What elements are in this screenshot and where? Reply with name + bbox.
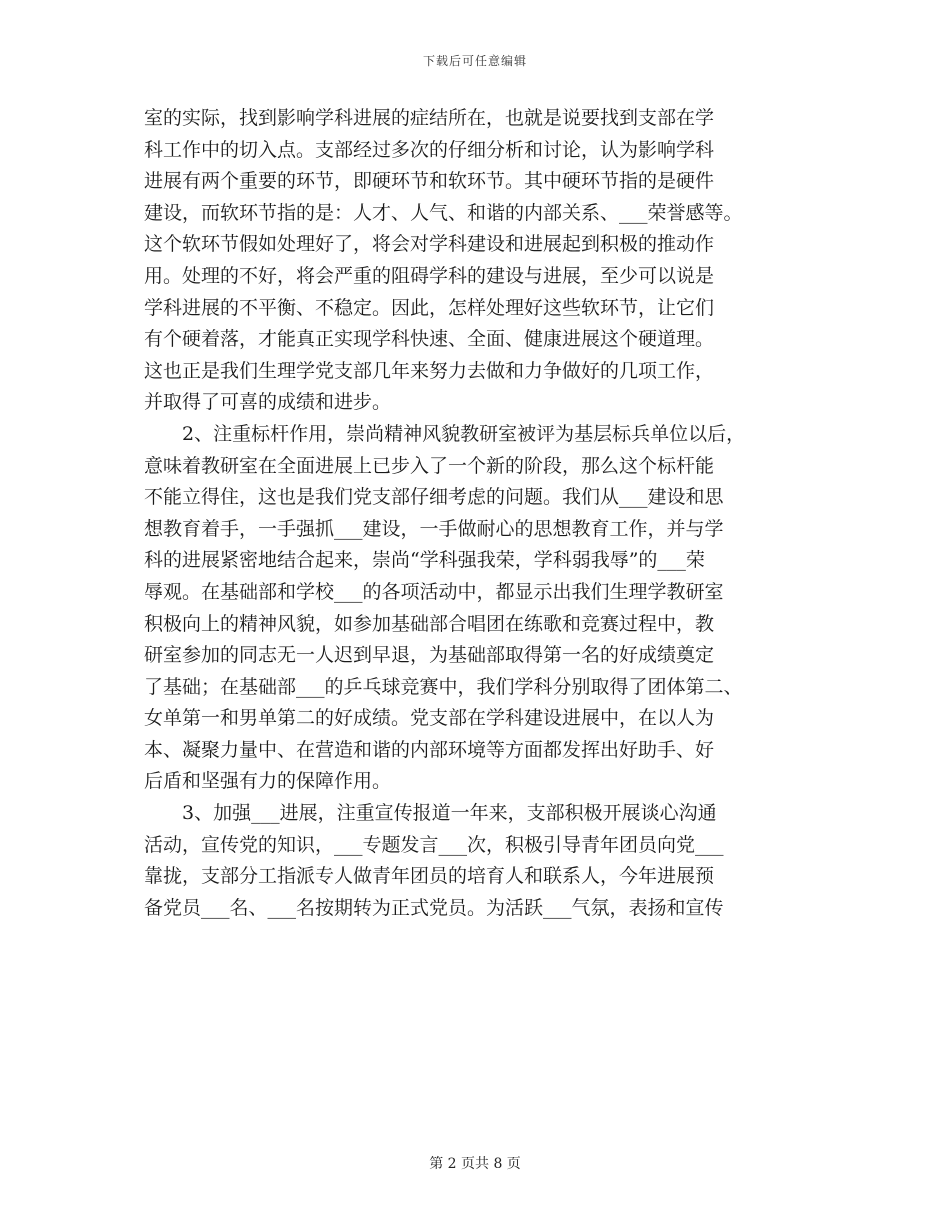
paragraph-first-line: 3、加强___进展，注重宣传报道一年来，支部积极开展谈心沟通	[182, 802, 717, 825]
text-line: 建设，而软环节指的是：人才、人气、和谐的内部关系、___荣誉感等。	[144, 201, 743, 224]
text-line: 室的实际，找到影响学科进展的症结所在，也就是说要找到支部在学	[144, 107, 715, 129]
text-line: 科的进展紧密地结合起来，崇尚“学科强我荣，学科弱我辱”的___荣	[144, 549, 705, 572]
text-line: 了基础；在基础部___的乒乓球竞赛中，我们学科分别取得了团体第二、	[144, 675, 743, 698]
text-line: 后盾和坚强有力的保障作用。	[144, 770, 392, 793]
text-line: 活动，宣传党的知识，___专题发言___次，积极引导青年团员向党___	[144, 833, 724, 856]
page-header: 下载后可任意编辑	[422, 54, 527, 68]
text-line: 辱观。在基础部和学校___的各项活动中，都显示出我们生理学教研室	[144, 580, 724, 603]
text-line: 这个软环节假如处理好了，将会对学科建设和进展起到积极的推动作	[144, 233, 715, 256]
text-line: 科工作中的切入点。支部经过多次的仔细分析和讨论，认为影响学科	[144, 138, 715, 161]
text-line: 积极向上的精神风貌，如参加基础部合唱团在练歌和竞赛过程中，教	[144, 612, 715, 635]
text-line: 研室参加的同志无一人迟到早退，为基础部取得第一名的好成绩奠定	[144, 644, 715, 667]
document-body	[144, 103, 824, 924]
text-line: 不能立得住，这也是我们党支部仔细考虑的问题。我们从___建设和思	[144, 486, 724, 509]
text-line: 有个硬着落，才能真正实现学科快速、全面、健康进展这个硬道理。	[144, 328, 715, 351]
paragraph-first-line: 2、注重标杆作用，崇尚精神风貌教研室被评为基层标兵单位以后，	[182, 422, 746, 445]
text-line: 学科进展的不平衡、不稳定。因此，怎样处理好这些软环节，让它们	[144, 296, 715, 319]
page-number-footer: 第 2 页共 8 页	[429, 1156, 521, 1172]
text-line: 这也正是我们生理学党支部几年来努力去做和力争做好的几项工作，	[144, 359, 715, 382]
text-line: 进展有两个重要的环节，即硬环节和软环节。其中硬环节指的是硬件	[144, 170, 715, 193]
text-line: 并取得了可喜的成绩和进步。	[144, 391, 392, 414]
text-line: 靠拢，支部分工指派专人做青年团员的培育人和联系人，今年进展预	[144, 865, 715, 888]
text-line: 意味着教研室在全面进展上已步入了一个新的阶段，那么这个标杆能	[144, 454, 715, 477]
text-line: 用。处理的不好，将会严重的阻碍学科的建设与进展，至少可以说是	[144, 264, 715, 287]
text-line: 想教育着手，一手强抓___建设，一手做耐心的思想教育工作，并与学	[144, 517, 724, 540]
text-line: 女单第一和男单第二的好成绩。党支部在学科建设进展中，在以人为	[144, 707, 715, 730]
text-line: 备党员___名、___名按期转为正式党员。为活跃___气氛，表扬和宣传	[144, 896, 724, 919]
text-line: 本、凝聚力量中、在营造和谐的内部环境等方面都发挥出好助手、好	[144, 738, 715, 761]
